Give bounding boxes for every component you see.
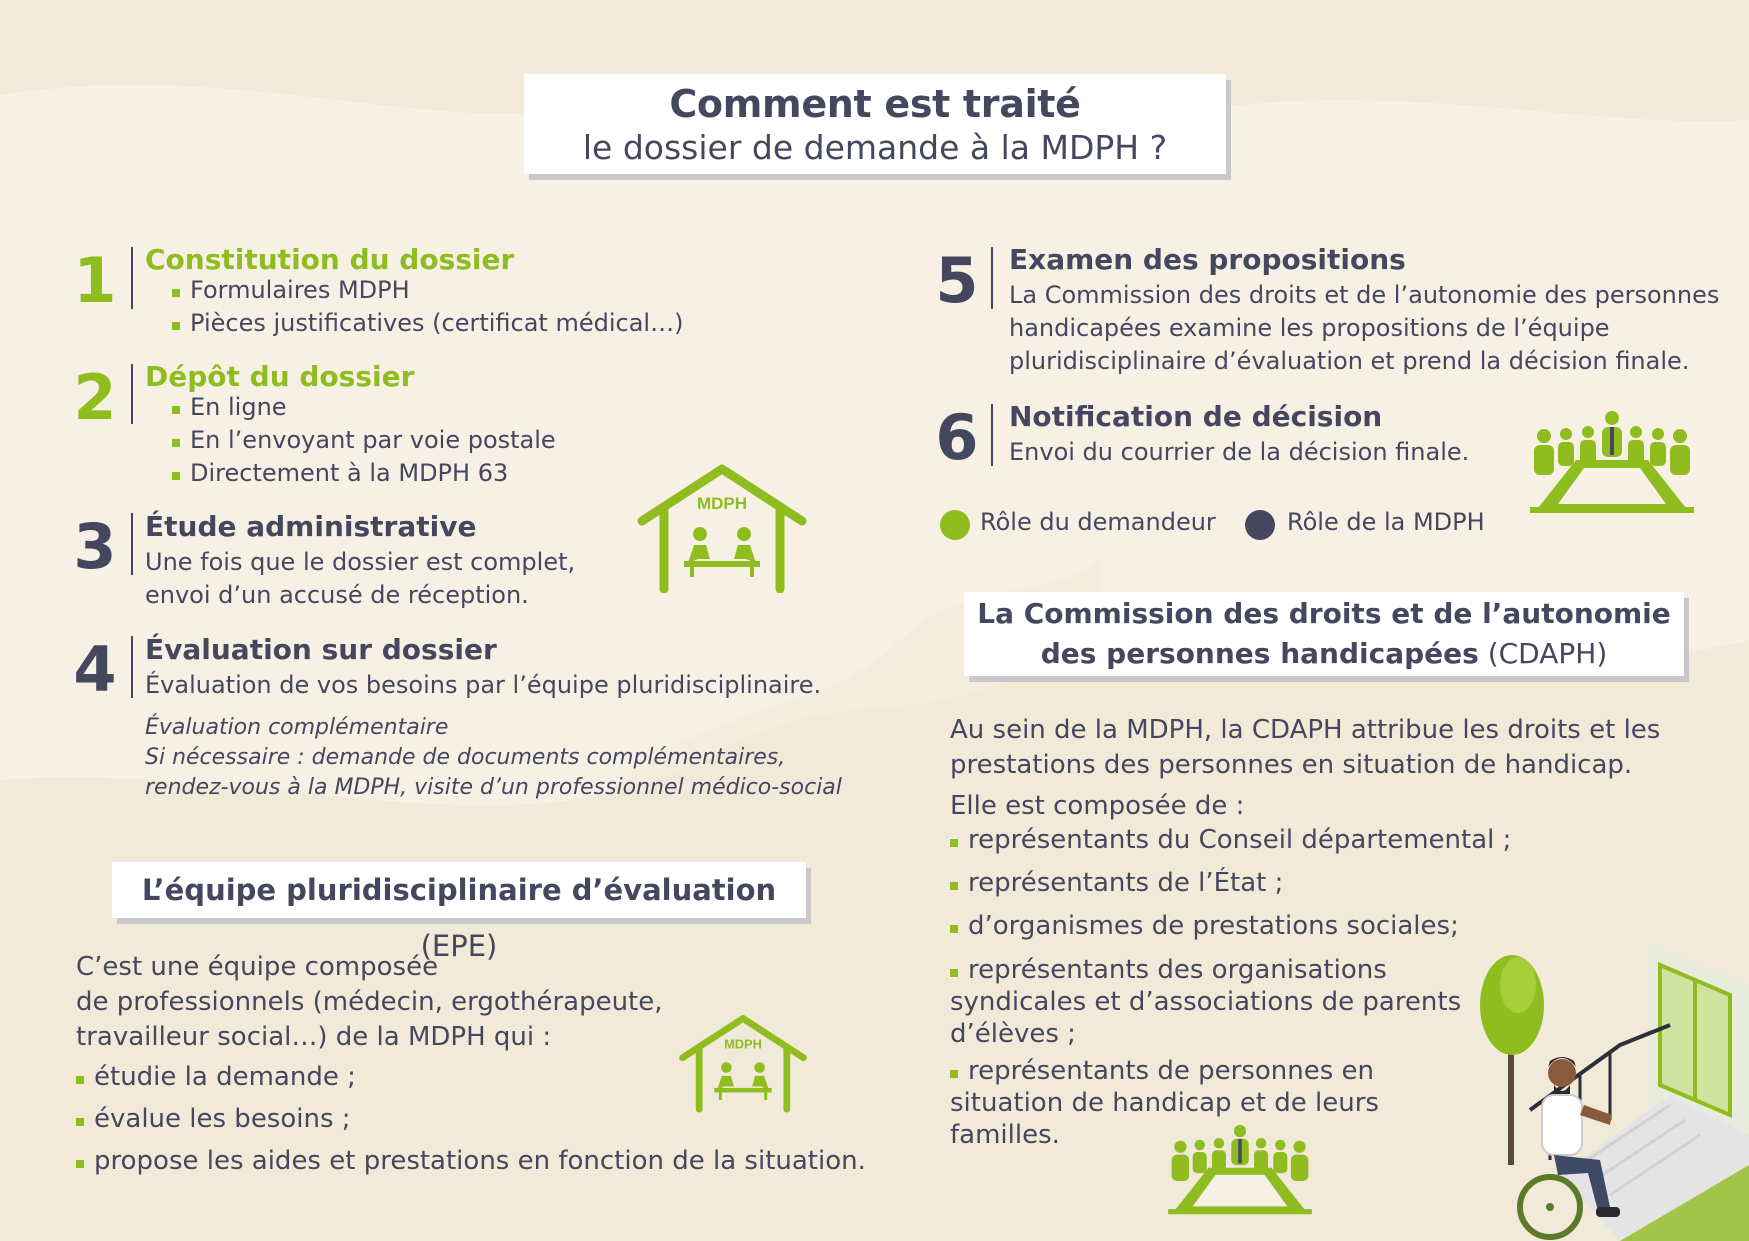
step-5-title: Examen des propositions — [1009, 243, 1406, 276]
step-3-text: Une fois que le dossier est complet, envoi d’un accusé de réception. — [145, 548, 576, 609]
step-5-divider — [991, 247, 993, 309]
cdaph-composed: Elle est composée de : — [950, 791, 1245, 821]
mdph-house-icon-small — [678, 1013, 808, 1113]
list-item: Pièces justificatives (certificat médical…) — [172, 307, 683, 340]
list-item: représentants des organisations syndicales et d’associations de parents d’élèves ; — [950, 954, 1470, 1050]
cdaph-intro: Au sein de la MDPH, la CDAPH attribue les droits et les prestations des personnes en situation de handicap. Elle est composée de : — [950, 713, 1670, 824]
list-item: représentants de l’État ; — [950, 868, 1283, 898]
cdaph-title-box — [964, 592, 1684, 676]
applicant-role-dot — [940, 510, 970, 540]
list-item: propose les aides et prestations en fonction de la situation. — [76, 1146, 866, 1176]
mdph-house-icon — [636, 463, 808, 593]
step-4-text: Évaluation de vos besoins par l’équipe pluridisciplinaire. — [145, 671, 822, 699]
step-3-title: Étude administrative — [145, 510, 477, 543]
step-1-number: 1 — [73, 244, 117, 317]
step-3-number: 3 — [73, 510, 117, 583]
step-2-list — [172, 391, 556, 490]
mdph-role-label: Rôle de la MDPH — [1287, 508, 1485, 536]
step-1-title: Constitution du dossier — [145, 243, 515, 276]
cdaph-abbrev: (CDAPH) — [1487, 637, 1608, 670]
commission-meeting-icon — [1528, 410, 1696, 515]
wheelchair-person-illustration — [1470, 945, 1749, 1241]
list-item: évalue les besoins ; — [76, 1104, 351, 1134]
page-subtitle: le dossier de demande à la MDPH ? — [582, 128, 1168, 167]
title-banner — [524, 74, 1226, 174]
epe-abbrev: (EPE) — [420, 929, 498, 963]
list-item: En l’envoyant par voie postale — [172, 424, 556, 457]
step-2-divider — [131, 364, 133, 424]
list-item: représentants du Conseil départemental ; — [950, 825, 1511, 855]
list-item: Formulaires MDPH — [172, 274, 683, 307]
commission-meeting-icon-small — [1166, 1124, 1314, 1216]
step-6-text: Envoi du courrier de la décision finale. — [1009, 438, 1470, 466]
list-item: Directement à la MDPH 63 — [172, 457, 556, 490]
step-4-title: Évaluation sur dossier — [145, 633, 497, 666]
step-6-number: 6 — [935, 401, 979, 474]
mdph-house-label-small: MDPH — [724, 1036, 762, 1052]
step-4-number: 4 — [73, 633, 117, 706]
step-2-number: 2 — [73, 361, 117, 434]
step-5-text: La Commission des droits et de l’autonomie des personnes handicapées examine les propositions de l’équipe pluridisciplinaire d’évaluation et prend la décision finale. — [1009, 281, 1720, 375]
list-item: représentants de personnes en situation de handicap et de leurs familles. — [950, 1055, 1420, 1151]
mdph-role-dot — [1245, 510, 1275, 540]
cdaph-title-line1: La Commission des droits et de l’autonomie — [977, 597, 1671, 630]
cdaph-title-line2: des personnes handicapées — [1040, 637, 1479, 670]
step-1-list — [172, 274, 683, 340]
applicant-role-label: Rôle du demandeur — [980, 508, 1216, 536]
step-6-title: Notification de décision — [1009, 400, 1383, 433]
step-4-divider — [131, 636, 133, 698]
step-2-title: Dépôt du dossier — [145, 360, 415, 393]
step-6-divider — [991, 404, 993, 466]
step-1-divider — [131, 247, 133, 309]
epe-title: L’équipe pluridisciplinaire d’évaluation — [141, 873, 777, 907]
complement-title: Évaluation complémentaire — [145, 715, 449, 740]
step-4-complement: Évaluation complémentaire Si nécessaire : demande de documents complémentaires, rendez-vous à la MDPH, visite d’un professionnel médico-social — [145, 715, 842, 800]
list-item: étudie la demande ; — [76, 1062, 356, 1092]
mdph-house-label: MDPH — [696, 494, 748, 513]
page-title: Comment est traité — [669, 82, 1081, 126]
step-3-divider — [131, 513, 133, 575]
list-item: d’organismes de prestations sociales; — [950, 911, 1459, 941]
step-5-number: 5 — [935, 244, 979, 317]
epe-intro: C’est une équipe composée de professionnels (médecin, ergothérapeute, travailleur social…) de la MDPH qui : — [76, 952, 663, 1052]
list-item: En ligne — [172, 391, 556, 424]
epe-title-box — [112, 862, 806, 963]
